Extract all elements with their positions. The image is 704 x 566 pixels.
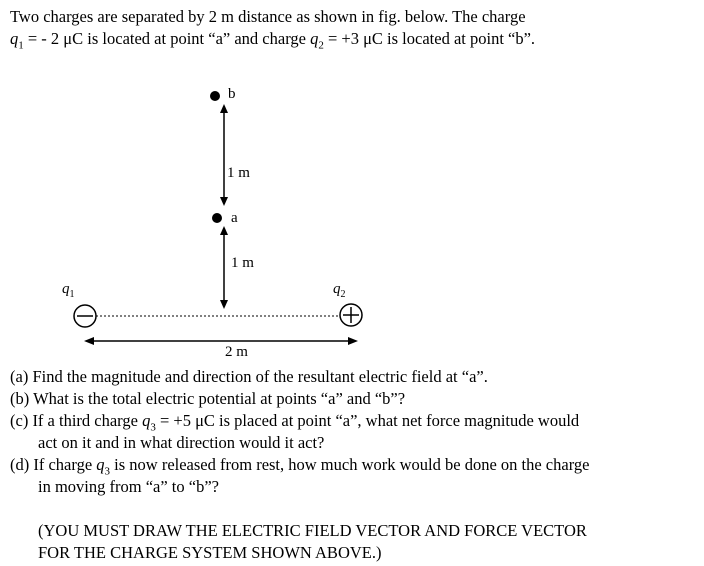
q1-symbol: q xyxy=(10,29,19,48)
question-d-line-2: in moving from “a” to “b”? xyxy=(38,477,219,496)
point-a-dot xyxy=(212,213,222,223)
question-c-q3-subscript: 3 xyxy=(150,421,156,434)
question-b: (b) What is the total electric potential at points “a” and “b”? xyxy=(10,389,406,408)
lower-arrow-top-head xyxy=(220,226,228,235)
lower-arrow-bottom-head xyxy=(220,300,228,309)
q2-value-text: = +3 μC is located at point “b”. xyxy=(323,29,536,48)
label-q2 xyxy=(333,281,346,300)
question-c-post: = +5 μC is placed at point “a”, what net force magnitude would xyxy=(155,411,580,430)
horizontal-arrow-left-head xyxy=(84,337,94,345)
label-dist-horizontal: 2 m xyxy=(225,344,248,360)
question-d-pre: (d) If charge xyxy=(10,455,97,474)
q2-subscript: 2 xyxy=(318,39,324,52)
question-d-post: is now released from rest, how much work would be done on the charge xyxy=(110,455,590,474)
label-point-b: b xyxy=(228,86,236,102)
label-point-a: a xyxy=(231,210,238,226)
question-d-q3-subscript: 3 xyxy=(104,465,111,478)
point-b-dot xyxy=(210,91,220,101)
intro-text: Two charges are separated by 2 m distance as shown in fig. below. The charge xyxy=(10,7,526,26)
question-c-pre: (c) If a third charge xyxy=(10,411,143,430)
label-dist-lower: 1 m xyxy=(231,255,254,271)
q1-value-text: = - 2 μC is located at point “a” and charge xyxy=(23,29,311,48)
label-q2-symbol: q xyxy=(333,281,341,297)
question-a: (a) Find the magnitude and direction of the resultant electric field at “a”. xyxy=(10,367,488,386)
horizontal-arrow-right-head xyxy=(348,337,358,345)
question-c-line-2: act on it and in what direction would it act? xyxy=(38,433,325,452)
label-q1-subscript: 1 xyxy=(69,289,75,300)
note-line-1: (YOU MUST DRAW THE ELECTRIC FIELD VECTOR AND FORCE VECTOR xyxy=(38,521,587,540)
q2-symbol: q xyxy=(310,29,319,48)
note-line-2: FOR THE CHARGE SYSTEM SHOWN ABOVE.) xyxy=(38,543,382,562)
label-dist-upper: 1 m xyxy=(227,165,250,181)
q1-subscript: 1 xyxy=(18,39,24,52)
question-c-q3-symbol: q xyxy=(142,411,151,430)
upper-arrow-bottom-head xyxy=(220,197,228,206)
label-q1 xyxy=(62,281,75,300)
upper-arrow-top-head xyxy=(220,104,228,113)
label-q1-symbol: q xyxy=(62,281,70,297)
question-d-q3-symbol: q xyxy=(96,455,105,474)
label-q2-subscript: 2 xyxy=(340,289,346,300)
